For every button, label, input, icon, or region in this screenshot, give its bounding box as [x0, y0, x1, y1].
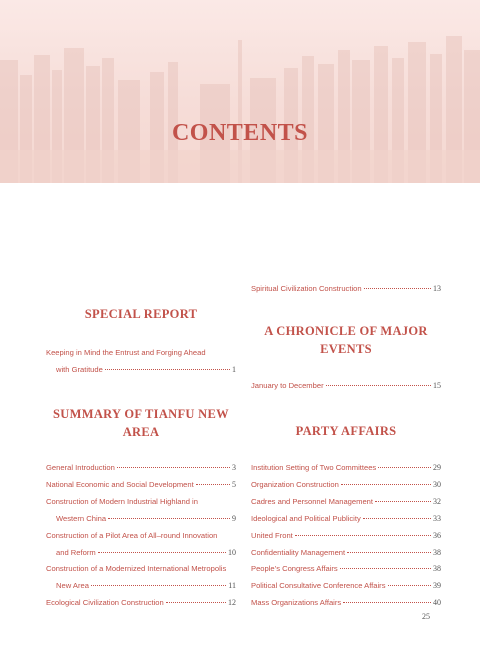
leader-dots	[364, 288, 431, 289]
toc-entry-title: Ecological Civilization Construction	[46, 598, 164, 607]
toc-entry[interactable]	[251, 480, 441, 490]
toc-entry-page: 30	[433, 480, 441, 489]
toc-entry[interactable]	[251, 531, 441, 541]
toc-entry-page: 32	[433, 497, 441, 506]
toc-entry[interactable]	[56, 365, 236, 375]
heading-line: A CHRONICLE OF MAJOR	[264, 324, 428, 338]
heading-line: SUMMARY OF TIANFU NEW	[53, 407, 229, 421]
toc-entry-title: National Economic and Social Development	[46, 480, 194, 489]
toc-entry-page: 33	[433, 514, 441, 523]
leader-dots	[378, 467, 431, 468]
leader-dots	[363, 518, 431, 519]
toc-entry-page: 11	[228, 581, 236, 590]
section-heading-special-report: SPECIAL REPORT	[84, 307, 198, 321]
toc-entry-page: 38	[433, 548, 441, 557]
toc-entry-title: Institution Setting of Two Committees	[251, 463, 377, 472]
leader-dots	[340, 568, 431, 569]
toc-entry-line1[interactable]: Construction of a Modernized International Metropolis	[46, 564, 227, 573]
toc-entry[interactable]	[251, 564, 441, 574]
toc-entry-page: 40	[433, 598, 441, 607]
section-heading-party-affairs: PARTY AFFAIRS	[295, 424, 397, 438]
toc-entry[interactable]	[251, 598, 441, 608]
toc-entry-page: 9	[232, 514, 236, 523]
toc-entry-title: New Area	[56, 581, 89, 590]
toc-entry-line1[interactable]: Construction of a Pilot Area of All–round Innovation	[46, 531, 218, 540]
header-banner	[0, 0, 480, 183]
leader-dots	[388, 585, 431, 586]
heading-line: EVENTS	[320, 342, 372, 356]
toc-entry[interactable]	[46, 598, 236, 608]
leader-dots	[347, 552, 431, 553]
toc-entry[interactable]	[251, 548, 441, 558]
toc-entry-page: 3	[232, 463, 236, 472]
toc-entry-title: Confidentiality Management	[251, 548, 346, 557]
toc-entry-title: Organization Construction	[251, 480, 339, 489]
toc-entry-page: 39	[433, 581, 441, 590]
toc-entry-page: 38	[433, 564, 441, 573]
toc-entry-title: Western China	[56, 514, 107, 523]
toc-entry-page: 5	[232, 480, 236, 489]
section-heading-tianfu	[46, 405, 236, 441]
toc-entry-page: 13	[433, 284, 441, 293]
leader-dots	[295, 535, 431, 536]
toc-entry-page: 36	[433, 531, 441, 540]
toc-entry-page: 12	[228, 598, 236, 607]
toc-entry-title: People’s Congress Affairs	[251, 564, 338, 573]
city-skyline-image	[0, 0, 480, 183]
toc-entry-page: 15	[433, 381, 441, 390]
leader-dots	[166, 602, 226, 603]
section-heading-chronicle	[251, 322, 441, 358]
toc-entry[interactable]	[251, 581, 441, 591]
leader-dots	[105, 369, 230, 370]
page-number: 25	[422, 612, 430, 621]
toc-entry-title: General Introduction	[46, 463, 115, 472]
leader-dots	[196, 484, 230, 485]
leader-dots	[343, 602, 431, 603]
toc-entry-page: 10	[228, 548, 236, 557]
toc-entry[interactable]	[251, 284, 441, 294]
toc-entry-title: United Front	[251, 531, 293, 540]
heading-line: AREA	[122, 425, 160, 439]
toc-entry[interactable]	[251, 514, 441, 524]
leader-dots	[326, 385, 431, 386]
leader-dots	[117, 467, 230, 468]
toc-entry-title: January to December	[251, 381, 324, 390]
leader-dots	[341, 484, 431, 485]
leader-dots	[375, 501, 431, 502]
toc-entry-title: Spiritual Civilization Construction	[251, 284, 362, 293]
toc-entry-title: Mass Organizations Affairs	[251, 598, 342, 607]
toc-entry[interactable]	[56, 548, 236, 558]
toc-entry-line1[interactable]: Construction of Modern Industrial Highland in	[46, 497, 198, 506]
leader-dots	[108, 518, 230, 519]
toc-entry-page: 29	[433, 463, 441, 472]
toc-entry-page: 1	[232, 365, 236, 374]
leader-dots	[98, 552, 226, 553]
toc-entry[interactable]	[251, 497, 441, 507]
toc-entry[interactable]	[46, 463, 236, 473]
page-title: CONTENTS	[171, 120, 309, 146]
toc-entry-title: and Reform	[56, 548, 96, 557]
toc-entry[interactable]	[251, 381, 441, 391]
toc-entry-line1[interactable]: Keeping in Mind the Entrust and Forging Ahead	[46, 348, 206, 357]
toc-entry-title: Political Consultative Conference Affairs	[251, 581, 386, 590]
toc-entry[interactable]	[56, 514, 236, 524]
toc-entry[interactable]	[56, 581, 236, 591]
leader-dots	[91, 585, 226, 586]
toc-entry-title: Cadres and Personnel Management	[251, 497, 373, 506]
toc-entry[interactable]	[46, 480, 236, 490]
toc-entry-title: Ideological and Political Publicity	[251, 514, 361, 523]
toc-entry-title: with Gratitude	[56, 365, 103, 374]
toc-entry[interactable]	[251, 463, 441, 473]
